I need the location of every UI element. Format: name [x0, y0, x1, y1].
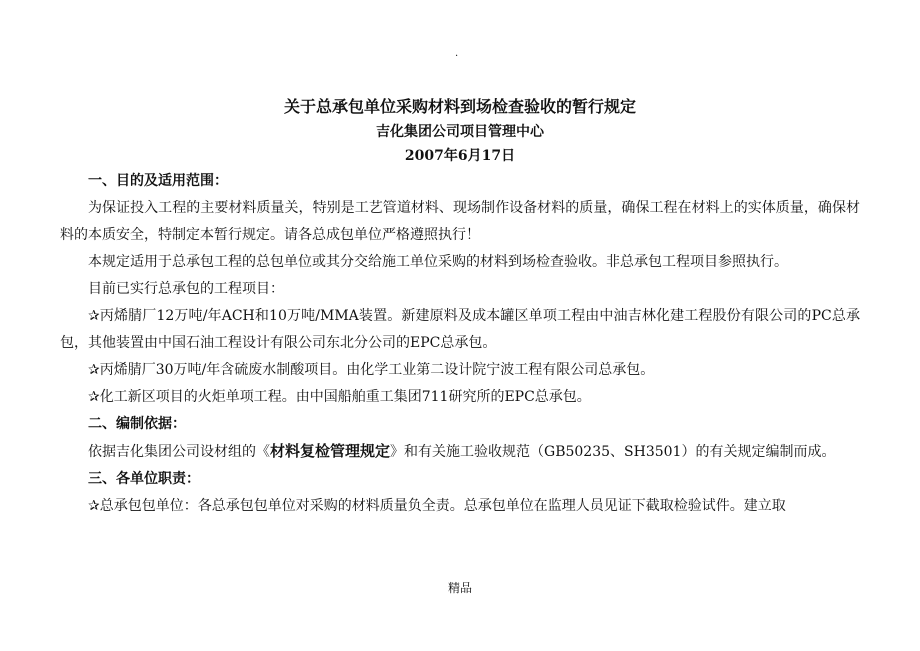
section-2-text-before: 依据吉化集团公司设材组的《 — [88, 444, 270, 460]
referenced-regulation: 材料复检管理规定 — [270, 442, 391, 460]
section-2-text-after: 》和有关施工验收规范（GB50235、SH3501）的有关规定编制而成。 — [390, 444, 836, 460]
document-issuer: 吉化集团公司项目管理中心 — [376, 124, 544, 140]
section-1-paragraph-2: 本规定适用于总承包工程的总包单位或其分交给施工单位采购的材料到场检查验收。非总承包工程项目参照执行。 — [88, 254, 788, 270]
page-footer: 精品 — [447, 581, 472, 595]
document-date: 2007年6月17日 — [404, 148, 516, 164]
section-2-heading: 二、编制依据： — [88, 416, 186, 432]
section-1-paragraph-3: 目前已实行总承包的工程项目： — [88, 281, 284, 297]
section-1-paragraph-6: ✰化工新区项目的火炬单项工程。由中国船舶重工集团711研究所的EPC总承包。 — [88, 389, 591, 405]
document-body — [60, 168, 860, 520]
header-mark: . — [455, 48, 459, 59]
document-title: 关于总承包单位采购材料到场检查验收的暂行规定 — [283, 97, 636, 116]
section-2-paragraph-1 — [60, 438, 860, 466]
section-1-paragraph-1: 为保证投入工程的主要材料质量关，特别是工艺管道材料、现场制作设备材料的质量，确保工程在材料上的实体质量，确保材料的本质安全，特制定本暂行规定。请各总成包单位严格遵照执行！ — [60, 200, 860, 243]
section-1-heading: 一、目的及适用范围： — [88, 173, 228, 189]
section-1-paragraph-4: ✰丙烯腈厂12万吨/年ACH和10万吨/MMA装置。新建原料及成本罐区单项工程由中油吉林化建工程股份有限公司的PC总承包，其他装置由中国石油工程设计有限公司东北分公司的EPC总承包。 — [60, 308, 860, 351]
section-1-paragraph-5: ✰丙烯腈厂30万吨/年含硫废水制酸项目。由化学工业第二设计院宁波工程有限公司总承包。 — [88, 362, 655, 378]
section-3-heading: 三、各单位职责： — [88, 471, 200, 487]
section-3-paragraph-1: ✰总承包包单位：各总承包包单位对采购的材料质量负全责。总承包单位在监理人员见证下截取检验试件。建立取 — [88, 498, 786, 514]
